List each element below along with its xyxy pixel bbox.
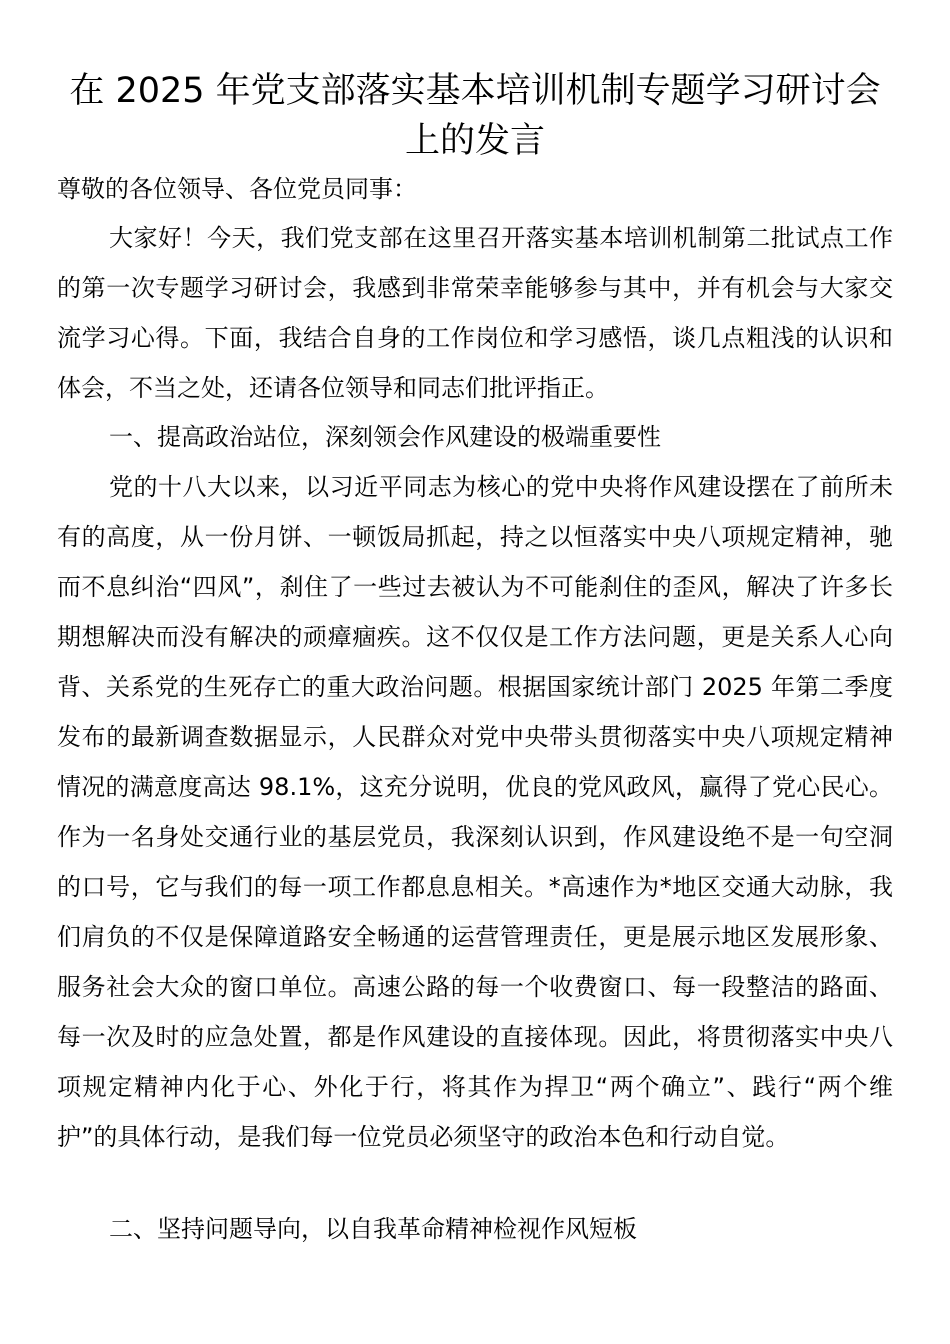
document-title: 在 2025 年党支部落实基本培训机制专题学习研讨会上的发言 xyxy=(69,71,881,161)
salutation: 尊敬的各位领导、各位党员同事： xyxy=(57,175,417,203)
paragraph-opening: 大家好！今天，我们党支部在这里召开落实基本培训机制第二批试点工作的第一次专题学习研讨会，我感到非常荣幸能够参与其中，并有机会与大家交流学习心得。下面，我结合自身的工作岗位和学习感悟，谈几点粗浅的认识和体会，不当之处，还请各位领导和同志们批评指正。 xyxy=(57,224,893,402)
paragraph-section-1: 党的十八大以来，以习近平同志为核心的党中央将作风建设摆在了前所未有的高度，从一份月饼、一顿饭局抓起，持之以恒落实中央八项规定精神，驰而不息纠治“四风”，刹住了一些过去被认为不可能刹住的歪风，解决了许多长期想解决而没有解决的顽瘴痼疾。这不仅仅是工作方法问题，更是关系人心向背、关系党的生死存亡的重大政治问题。根据国家统计部门 2025 年第二季度发布的最新调查数据显示，人民群众对党中央带头贯彻落实中央八项规定精神情况的满意度高达 98.1%，这充分说明，优良的党风政风，赢得了党心民心。作为一名身处交通行业的基层党员，我深刻认识到，作风建设绝不是一句空洞的口号，它与我们的每一项工作都息息相关。*高速作为*地区交通大动脉，我们肩负的不仅是保障道路安全畅通的运营管理责任，更是展示地区发展形象、服务社会大众的窗口单位。高速公路的每一个收费窗口、每一段整洁的路面、每一次及时的应急处置，都是作风建设的直接体现。因此，将贯彻落实中央八项规定精神内化于心、外化于行，将其作为捍卫“两个确立”、践行“两个维护”的具体行动，是我们每一位党员必须坚守的政治本色和行动自觉。 xyxy=(57,473,893,1151)
section-heading-2: 二、坚持问题导向，以自我革命精神检视作风短板 xyxy=(109,1215,637,1243)
section-heading-1: 一、提高政治站位，深刻领会作风建设的极端重要性 xyxy=(109,423,661,451)
